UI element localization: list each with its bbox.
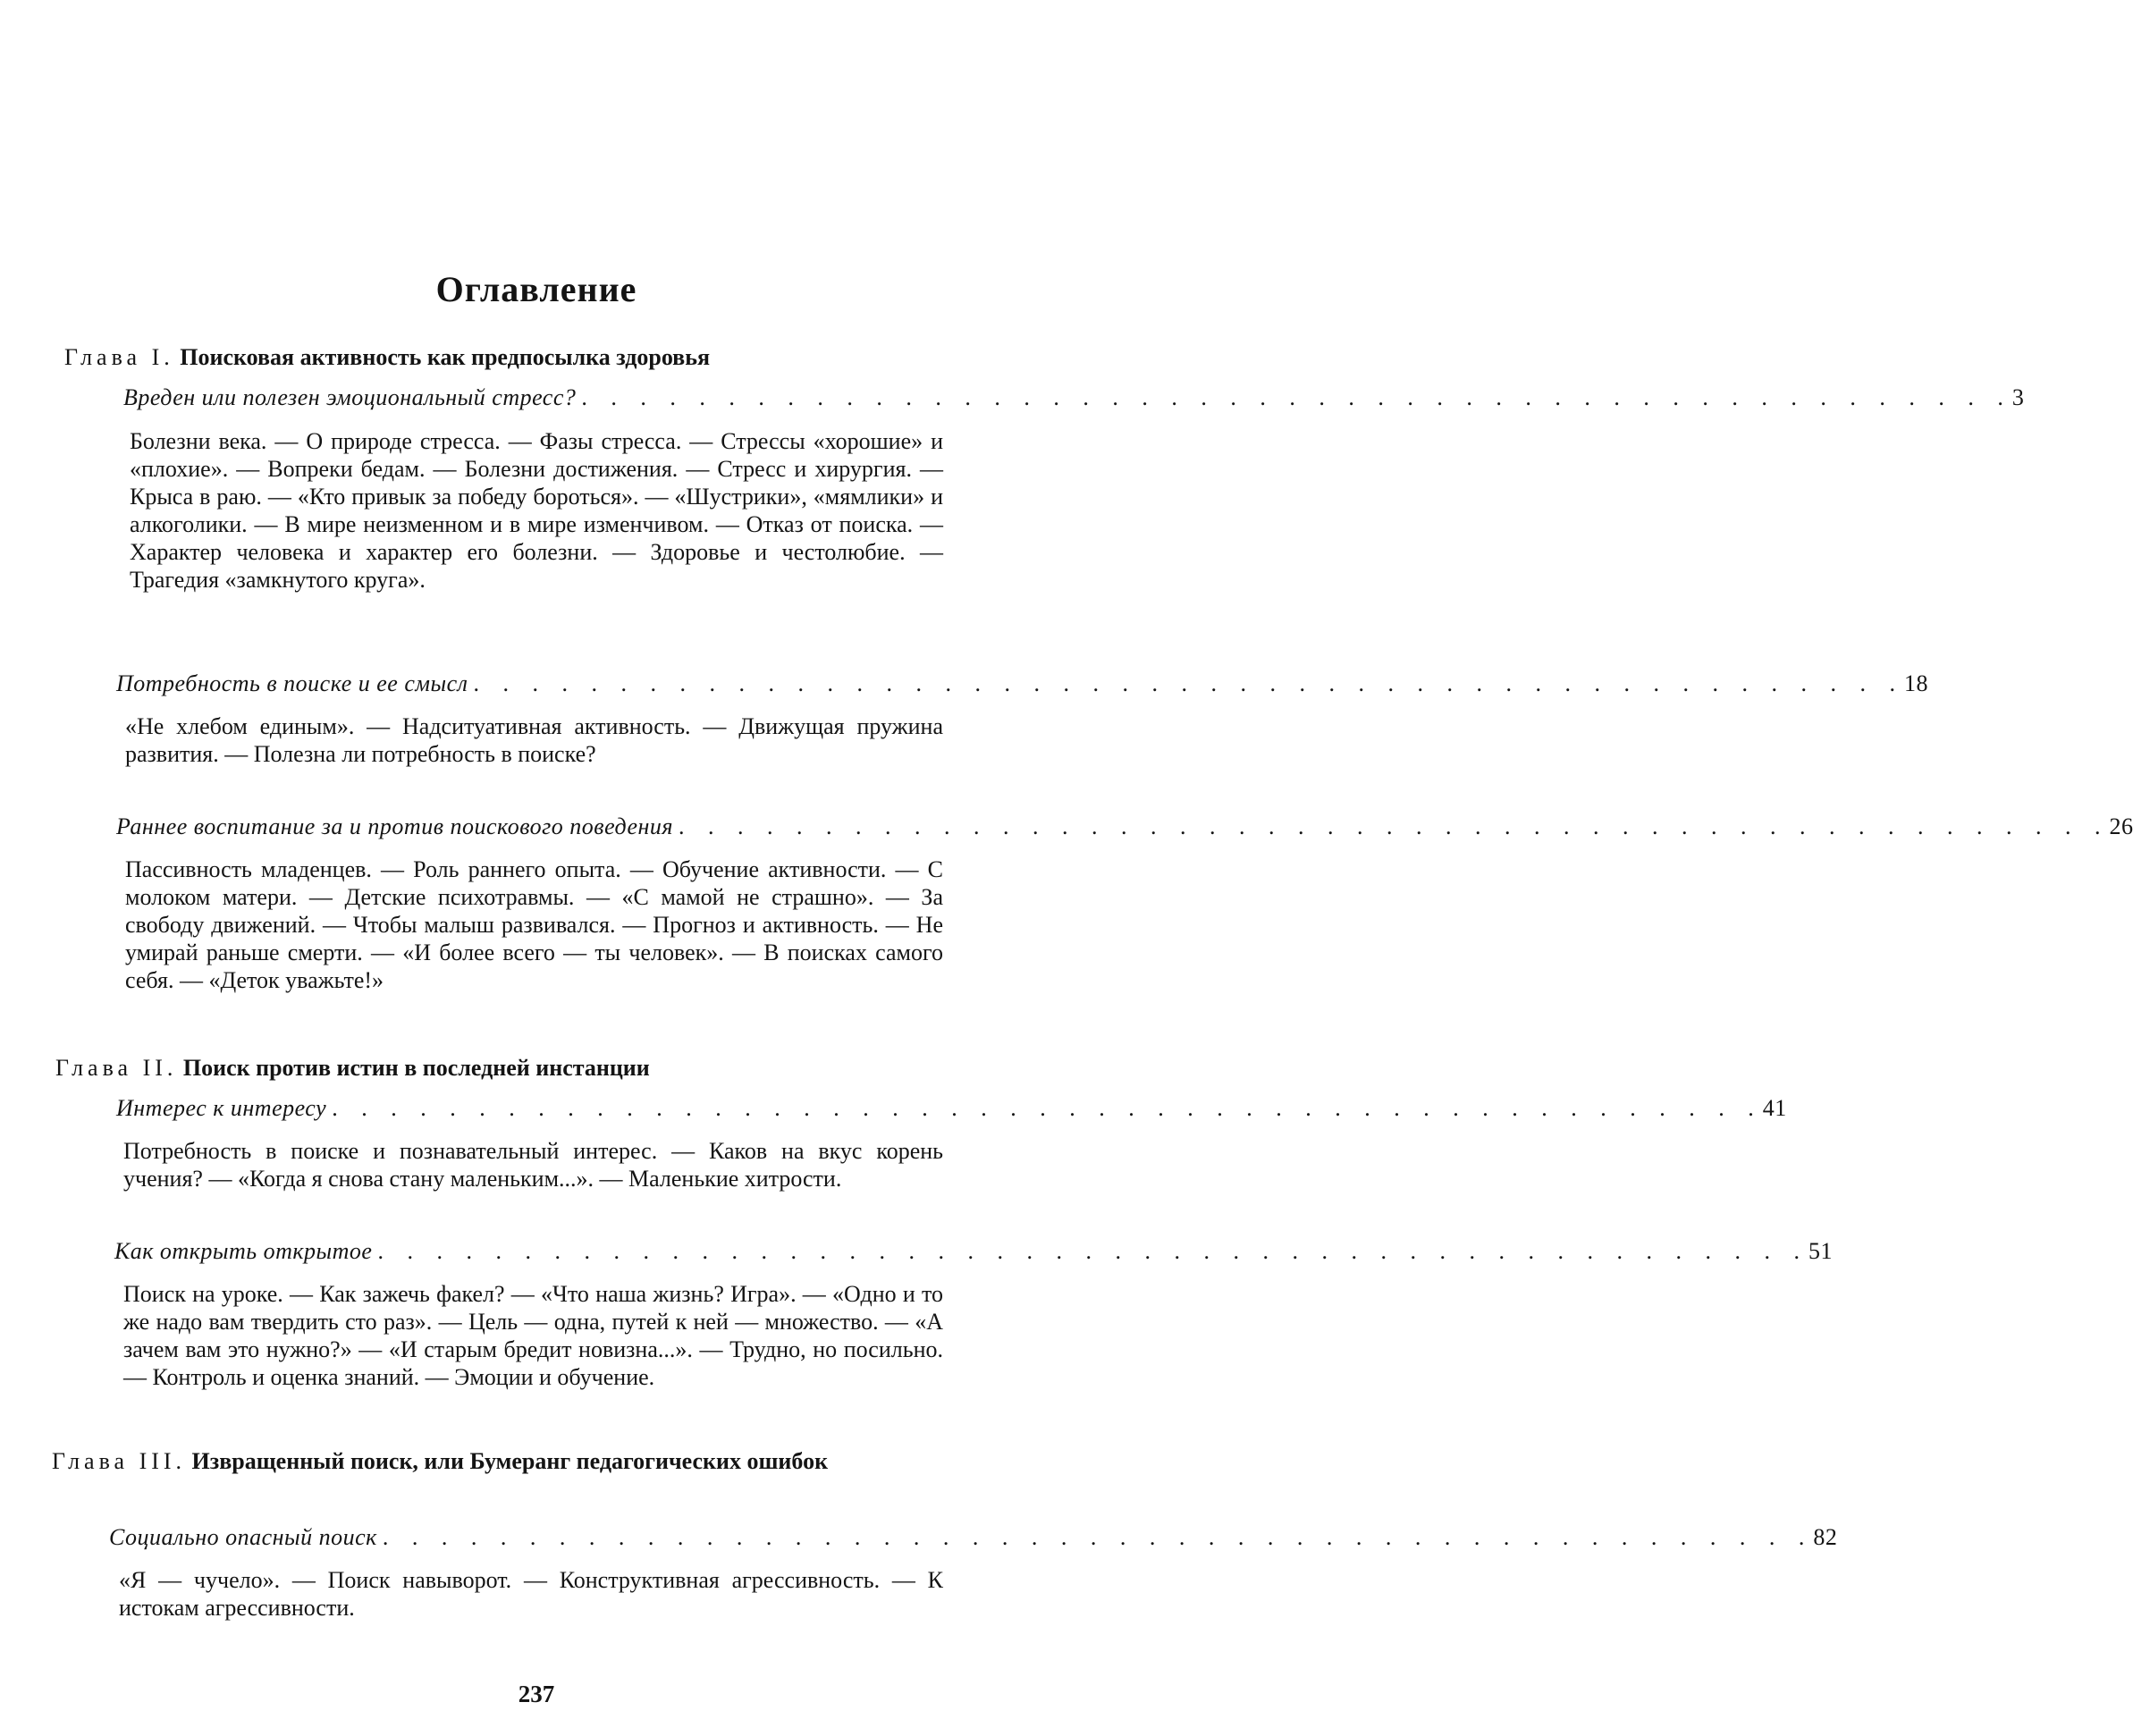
- dot-leader: . . . . . . . . . . . . . . . . . . . . . . . . . . . . . . . . . . . . . . . . . . . . . . . . .: [678, 813, 2110, 839]
- section-page-number: 41: [1762, 1095, 1787, 1121]
- section-abstract: Пассивность младенцев. — Роль раннего опыта. — Обучение активности. — С молоком матери. — Детские психотравмы. — «С мамой не страшно». — За свободу движений. — Чтобы малыш развивался. — Прогноз и активность. — Не умирай раньше смерти. — «И более всего — ты человек». — В поисках самого себя. — «Деток уважьте!»: [125, 856, 943, 993]
- chapter-title: Извращенный поиск, или Бумеранг педагогических ошибок: [191, 1448, 829, 1474]
- section-title: Раннее воспитание за и против поискового поведения: [116, 813, 673, 839]
- toc-entry[interactable]: [116, 670, 1928, 697]
- chapter-title: Поиск против истин в последней инстанции: [182, 1055, 650, 1081]
- section-title: Социально опасный поиск: [109, 1524, 377, 1550]
- chapter-prefix: Глава II.: [55, 1055, 178, 1081]
- chapter-heading-3: [52, 1448, 946, 1475]
- chapter-prefix: Глава I.: [64, 344, 174, 370]
- section-title: Как открыть открытое: [114, 1238, 373, 1264]
- section-title: Потребность в поиске и ее смысл: [116, 670, 468, 696]
- section-abstract: Болезни века. — О природе стресса. — Фазы стресса. — Стрессы «хорошие» и «плохие». — Вопреки бедам. — Болезни достижения. — Стресс и хирургия. — Крыса в раю. — «Кто привык за победу бороться». — «Шустрики», «мямлики» и алкоголики. — В мире неизменном и в мире изменчивом. — Отказ от поиска. — Характер человека и характер его болезни. — Здоровье и честолюбие. — Трагедия «замкнутого круга».: [130, 428, 943, 593]
- section-abstract: Поиск на уроке. — Как зажечь факел? — «Что наша жизнь? Игра». — «Одно и то же надо вам твердить сто раз». — Цель — одна, путей к ней — множество. — «А зачем вам это нужно?» — «И старым бредит новизна...». — Трудно, но посильно. — Контроль и оценка знаний. — Эмоции и обучение.: [123, 1281, 943, 1390]
- dot-leader: . . . . . . . . . . . . . . . . . . . . . . . . . . . . . . . . . . . . . . . . . . . . . . . . .: [473, 670, 1904, 696]
- section-page-number: 51: [1808, 1238, 1833, 1264]
- page-number: 237: [518, 1681, 555, 1707]
- section-page-number: 82: [1813, 1524, 1838, 1550]
- dot-leader: . . . . . . . . . . . . . . . . . . . . . . . . . . . . . . . . . . . . . . . . . . . . . . . . .: [332, 1095, 1763, 1121]
- dot-leader: . . . . . . . . . . . . . . . . . . . . . . . . . . . . . . . . . . . . . . . . . . . . . . . . .: [377, 1238, 1808, 1264]
- section-abstract: Потребность в поиске и познавательный интерес. — Каков на вкус корень учения? — «Когда я снова стану маленьким...». — Маленькие хитрости.: [123, 1138, 943, 1192]
- section-page-number: 18: [1903, 670, 1928, 696]
- chapter-prefix: Глава III.: [52, 1448, 187, 1474]
- chapter-title: Поисковая активность как предпосылка здоровья: [180, 344, 711, 370]
- toc-entry[interactable]: [109, 1524, 1838, 1551]
- toc-entry[interactable]: [114, 1238, 1833, 1265]
- chapter-heading-2: [55, 1055, 949, 1082]
- section-title: Интерес к интересу: [116, 1095, 327, 1121]
- page-title: Оглавление: [435, 269, 637, 309]
- section-page-number: 3: [2011, 384, 2025, 410]
- chapter-heading-1: [64, 344, 958, 371]
- dot-leader: . . . . . . . . . . . . . . . . . . . . . . . . . . . . . . . . . . . . . . . . . . . . . . . . .: [581, 384, 2012, 410]
- toc-entry[interactable]: [116, 813, 2133, 840]
- toc-entry[interactable]: [116, 1095, 1787, 1122]
- section-page-number: 26: [2109, 813, 2133, 839]
- section-abstract: «Не хлебом единым». — Надситуативная активность. — Движущая пружина развития. — Полезна ли потребность в поиске?: [125, 713, 943, 767]
- dot-leader: . . . . . . . . . . . . . . . . . . . . . . . . . . . . . . . . . . . . . . . . . . . . . . . . .: [382, 1524, 1814, 1550]
- section-abstract: «Я — чучело». — Поиск навыворот. — Конструктивная агрессивность. — К истокам агрессивности.: [119, 1567, 943, 1621]
- section-title: Вреден или полезен эмоциональный стресс?: [123, 384, 577, 410]
- toc-entry[interactable]: [123, 384, 2025, 411]
